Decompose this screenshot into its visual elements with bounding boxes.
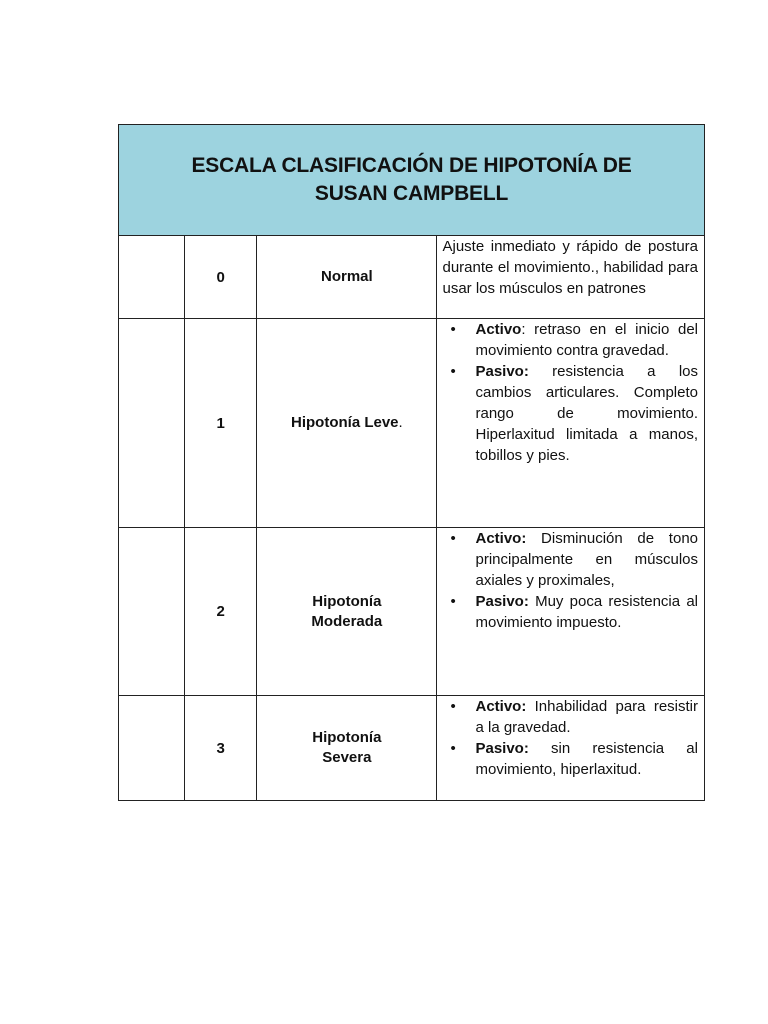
grade-description xyxy=(437,236,705,319)
grade-description xyxy=(437,696,705,801)
list-item xyxy=(442,738,698,780)
item-label: Activo xyxy=(475,321,522,338)
empty-cell xyxy=(119,236,185,319)
grade-number: 1 xyxy=(185,319,257,528)
grade-level-line-1: Hipotonía xyxy=(312,729,382,746)
table-title xyxy=(119,125,705,236)
description-list xyxy=(442,528,698,633)
item-text: Disminución de tono principalmente en músculos axiales y proximales, xyxy=(475,530,698,589)
list-item xyxy=(442,319,698,361)
grade-description xyxy=(437,319,705,528)
table-header-row xyxy=(119,125,705,236)
table-title-line-2: SUSAN CAMPBELL xyxy=(314,182,509,205)
grade-number: 3 xyxy=(185,696,257,801)
empty-cell xyxy=(119,696,185,801)
item-text: sin resistencia al movimiento, hiperlaxitud. xyxy=(475,740,698,778)
list-item xyxy=(442,528,698,591)
table-row xyxy=(119,236,705,319)
item-label: Activo: xyxy=(475,530,527,547)
empty-cell xyxy=(119,528,185,696)
item-label: Activo: xyxy=(475,698,527,715)
table-row xyxy=(119,528,705,696)
hypotonia-scale-table xyxy=(118,124,705,801)
grade-level xyxy=(257,528,437,696)
item-text: : retraso en el inicio del movimiento contra gravedad. xyxy=(475,321,698,359)
description-list xyxy=(442,319,698,466)
table-row xyxy=(119,319,705,528)
item-label: Pasivo: xyxy=(475,363,529,380)
grade-level: Normal xyxy=(257,236,437,319)
empty-cell xyxy=(119,319,185,528)
list-item xyxy=(442,696,698,738)
item-label: Pasivo: xyxy=(475,593,529,610)
grade-level xyxy=(257,319,437,528)
table-row xyxy=(119,696,705,801)
grade-level xyxy=(257,696,437,801)
grade-level-suffix: . xyxy=(398,414,403,431)
grade-number: 0 xyxy=(185,236,257,319)
table-title-line-1: ESCALA CLASIFICACIÓN DE HIPOTONÍA DE xyxy=(191,154,632,177)
grade-level-line-2: Moderada xyxy=(311,612,383,630)
item-text: Muy poca resistencia al movimiento impuesto. xyxy=(475,593,698,631)
grade-level-line-2: Severa xyxy=(322,749,372,766)
grade-level-line-1: Hipotonía xyxy=(312,592,382,610)
item-label: Pasivo: xyxy=(475,740,529,757)
description-text: Ajuste inmediato y rápido de postura durante el movimiento., habilidad para usar los músculos en patrones xyxy=(442,238,698,297)
item-text: resistencia a los cambios articulares. Completo rango de movimiento. Hiperlaxitud limitada a manos, tobillos y pies. xyxy=(475,363,698,464)
description-list xyxy=(442,696,698,780)
grade-number: 2 xyxy=(185,528,257,696)
list-item xyxy=(442,361,698,466)
list-item xyxy=(442,591,698,633)
grade-level-label: Hipotonía Leve xyxy=(291,414,399,431)
item-text: Inhabilidad para resistir a la gravedad. xyxy=(475,698,698,736)
grade-description xyxy=(437,528,705,696)
